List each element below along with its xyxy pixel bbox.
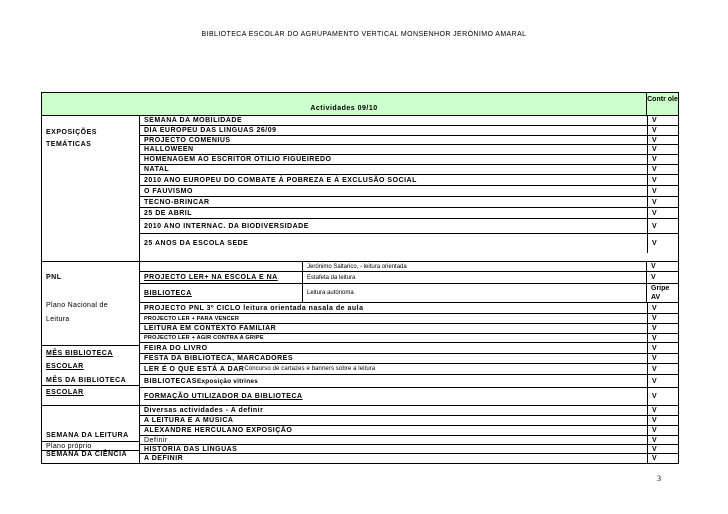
row-check: V bbox=[647, 234, 678, 253]
row-text-bold: LER É O QUE ESTÁ A DAR bbox=[144, 365, 245, 373]
row-check: V bbox=[647, 197, 678, 207]
table-row bbox=[140, 354, 678, 364]
row-text: PROJECTO LER + PARA VENCER bbox=[144, 315, 240, 322]
label-semana-leitura: SEMANA DA LEITURA bbox=[46, 432, 129, 439]
page-number: 3 bbox=[657, 474, 661, 483]
row-check: V bbox=[647, 406, 678, 415]
table-row bbox=[140, 165, 678, 175]
row-check: V bbox=[647, 186, 678, 196]
table-row bbox=[140, 314, 678, 324]
section-label-cell bbox=[42, 116, 140, 253]
row-text: HISTÓRIA DAS LÍNGUAS bbox=[144, 445, 238, 453]
row-check: V bbox=[647, 303, 678, 313]
row-text-extra: Concurso de cartazes e banners sobre a leitura bbox=[244, 366, 376, 372]
label-plano-nacional: Plano Nacional de bbox=[46, 302, 108, 309]
row-text: DIA EUROPEU DAS LINGUAS 26/09 bbox=[144, 127, 277, 134]
table-row bbox=[140, 155, 678, 165]
row-text: O FAUVISMO bbox=[144, 187, 193, 195]
project-cell bbox=[140, 262, 303, 271]
table-row bbox=[140, 197, 678, 208]
row-text: TECNO-BRINCAR bbox=[144, 198, 210, 206]
row-check: V bbox=[647, 155, 678, 164]
row-text: PROJECTO COMENIUS bbox=[144, 136, 231, 144]
divider bbox=[42, 345, 139, 346]
row-check: V bbox=[647, 208, 678, 218]
divider bbox=[42, 385, 139, 386]
row-check: V bbox=[647, 364, 678, 374]
subproject-text: Estafeta da leitura bbox=[307, 274, 356, 281]
row-check: V bbox=[647, 334, 678, 342]
label-escolar: ESCOLAR bbox=[46, 363, 84, 370]
row-check: V bbox=[647, 454, 678, 463]
row-check: V bbox=[647, 416, 678, 425]
row-text: ALEXANDRE HERCULANO EXPOSIÇÃO bbox=[144, 427, 293, 434]
section-exposicoes bbox=[42, 116, 678, 253]
table-row bbox=[140, 343, 678, 354]
table-row bbox=[140, 324, 678, 334]
label-pnl: PNL bbox=[46, 274, 62, 281]
row-text: NATAL bbox=[144, 166, 170, 173]
activities-table bbox=[41, 92, 679, 464]
row-check: V bbox=[647, 426, 678, 435]
label-plano-proprio: Plano próprio bbox=[46, 443, 92, 450]
spacer-row bbox=[42, 253, 678, 262]
label-tematicas: TEMÁTICAS bbox=[46, 141, 92, 148]
row-check: V bbox=[647, 375, 678, 387]
row-check: V bbox=[647, 445, 678, 453]
row-check: V bbox=[647, 388, 678, 405]
table-row bbox=[140, 186, 678, 197]
row-text: HALLOWEEN bbox=[144, 146, 194, 153]
row-check: V bbox=[647, 354, 678, 363]
row-check: V bbox=[647, 175, 678, 185]
section-pnl bbox=[42, 262, 678, 405]
row-text: PROJECTO LER + AGIR CONTRA A GRIPE bbox=[144, 335, 264, 341]
row-check: V bbox=[647, 272, 678, 284]
table-row bbox=[140, 234, 678, 253]
row-text bbox=[140, 375, 647, 387]
section-semana-leitura bbox=[42, 406, 678, 463]
row-check: V bbox=[647, 436, 678, 444]
table-row bbox=[140, 219, 678, 234]
row-text-extra: Exposição vitrines bbox=[196, 377, 258, 385]
label-semana-ciencia: SEMANA DA CIÊNCIA bbox=[46, 451, 128, 458]
pnl-project-block bbox=[140, 262, 678, 303]
row-text: FORMAÇÃO UTILIZADOR DA BIBLIOTECA bbox=[144, 393, 303, 400]
table-row bbox=[140, 426, 678, 436]
row-check: V bbox=[647, 116, 678, 125]
table-row bbox=[140, 145, 678, 155]
document-header: BIBLIOTECA ESCOLAR DO AGRUPAMENTO VERTICAL MONSENHOR JERÓNIMO AMARAL bbox=[201, 31, 527, 38]
row-check: V bbox=[647, 165, 678, 174]
table-row bbox=[140, 406, 678, 416]
row-text: 25 DE ABRIL bbox=[144, 209, 193, 217]
section-label-cell bbox=[42, 262, 140, 405]
table-row bbox=[140, 454, 678, 463]
row-text: A DEFINIR bbox=[144, 455, 184, 462]
label-leitura: Leitura bbox=[46, 316, 70, 323]
divider bbox=[42, 441, 139, 442]
label-mes-biblioteca: MÊS BIBLIOTECA bbox=[46, 350, 113, 357]
table-row bbox=[140, 375, 678, 388]
row-text-bold: BIBLIOTECAS bbox=[144, 377, 197, 385]
row-check: V bbox=[647, 126, 678, 135]
table-row bbox=[140, 136, 678, 145]
table-row bbox=[140, 436, 678, 445]
table-title: Actividades 09/10 bbox=[310, 105, 378, 112]
table-row bbox=[140, 416, 678, 426]
label-escolar-2: ESCOLAR bbox=[46, 389, 84, 396]
row-text: HOMENAGEM AO ESCRITOR OTILIO FIGUEIREDO bbox=[144, 156, 332, 163]
table-row bbox=[140, 303, 678, 314]
row-check: V bbox=[647, 262, 678, 272]
row-text: Definir bbox=[144, 436, 168, 444]
row-check: V bbox=[647, 145, 678, 154]
table-row bbox=[140, 208, 678, 219]
row-check: V bbox=[647, 314, 678, 323]
row-text: 2010 ANO EUROPEU DO COMBATE À POBREZA E À EXCLUSÃO SOCIAL bbox=[144, 176, 417, 184]
subproject-text: Leitura autónoma bbox=[307, 290, 354, 296]
control-column-header: Contr ole bbox=[646, 93, 678, 115]
table-row bbox=[140, 364, 678, 375]
table-row bbox=[140, 334, 678, 343]
table-row bbox=[140, 126, 678, 136]
row-text: Diversas actividades - A definir bbox=[144, 407, 264, 414]
table-row bbox=[140, 175, 678, 186]
row-text: A LEITURA E A MÚSICA bbox=[144, 417, 234, 424]
row-text: FEIRA DO LIVRO bbox=[144, 344, 208, 352]
row-check-gripe: Gripe AV bbox=[651, 285, 670, 301]
row-text: FESTA DA BIBLIOTECA, MARCADORES bbox=[144, 355, 294, 362]
table-row bbox=[140, 388, 678, 405]
row-text: 2010 ANO INTERNAC. DA BIODIVERSIDADE bbox=[144, 222, 309, 230]
row-check: V bbox=[647, 343, 678, 353]
section-label-cell bbox=[42, 406, 140, 463]
row-check: V bbox=[647, 219, 678, 233]
project-line-1: PROJECTO LER+ NA ESCOLA E NA bbox=[140, 272, 303, 283]
label-exposicoes: EXPOSIÇÕES bbox=[46, 129, 97, 136]
table-row bbox=[140, 445, 678, 454]
row-text bbox=[140, 364, 647, 374]
row-text: 25 ANOS DA ESCOLA SEDE bbox=[144, 240, 249, 247]
project-line-2: BIBLIOTECA bbox=[140, 284, 303, 302]
row-text: PROJECTO PNL 3º CICLO leitura orientada nasala de aula bbox=[144, 304, 364, 312]
row-check: V bbox=[647, 324, 678, 333]
row-text: SEMANA DA MOBILIDADE bbox=[144, 117, 243, 124]
table-row bbox=[140, 116, 678, 126]
subproject-text: Jerónimo Saltarico, - leitura orientada bbox=[307, 263, 407, 270]
label-mes-da-biblioteca: MÊS DA BIBLIOTECA bbox=[46, 377, 127, 384]
row-check: V bbox=[647, 136, 678, 144]
row-text: LEITURA EM CONTEXTO FAMILIAR bbox=[144, 325, 277, 332]
table-header bbox=[42, 93, 678, 116]
